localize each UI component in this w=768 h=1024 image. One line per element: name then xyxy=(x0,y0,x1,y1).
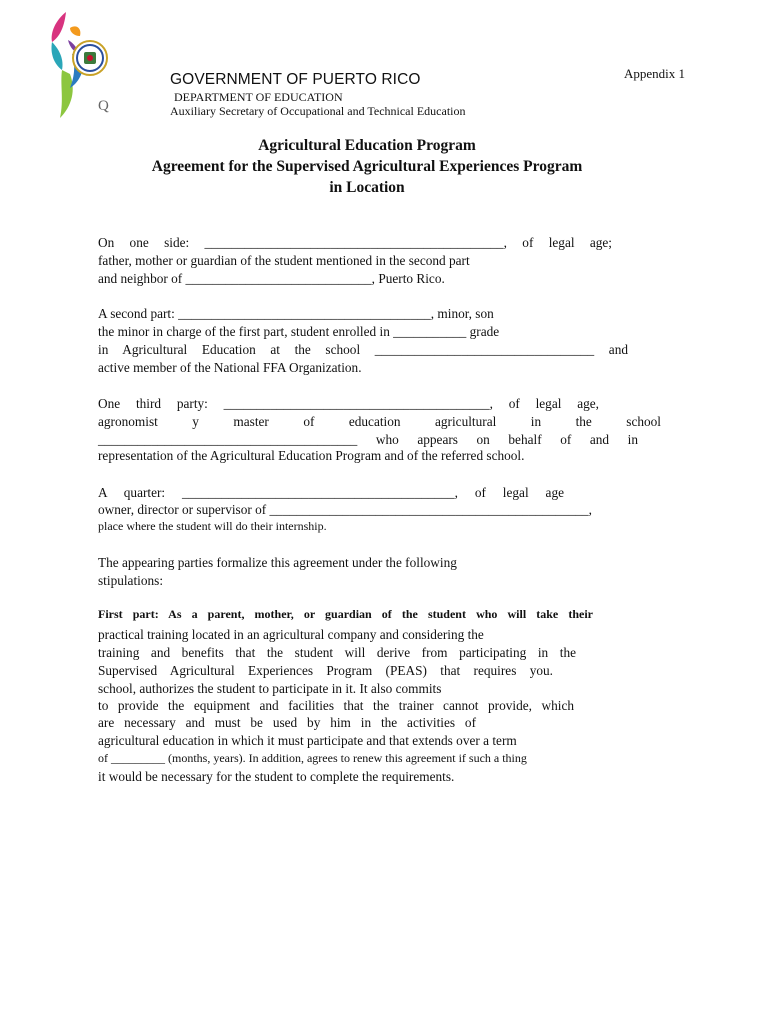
stipulations-intro-line-1: The appearing parties formalize this agreement under the following xyxy=(98,555,457,570)
third-party-line-4: representation of the Agricultural Education Program and of the referred school. xyxy=(98,448,525,463)
department-heading: DEPARTMENT OF EDUCATION xyxy=(174,90,343,104)
first-part-line-9: of _________ (months, years). In addition, agrees to renew this agreement if such a thing xyxy=(98,751,527,765)
first-part-line-1: First part: As a parent, mother, or guardian of the student who will take their xyxy=(98,607,593,621)
third-party-line-3: _______________________________________ who appears on behalf of and in xyxy=(98,432,638,447)
location-title: in Location xyxy=(329,179,405,196)
first-part-line-8: agricultural education in which it must participate and that extends over a term xyxy=(98,733,517,748)
appendix-label: Appendix 1 xyxy=(624,66,686,81)
first-party-line-2: father, mother or guardian of the student mentioned in the second part xyxy=(98,253,470,268)
second-party-line-3: in Agricultural Education at the school _________________________________ and xyxy=(98,342,628,357)
first-part-line-7: are necessary and must be used by him in the activities of xyxy=(98,715,476,730)
second-party-line-1: A second part: ______________________________________, minor, son xyxy=(98,306,494,321)
program-title: Agricultural Education Program xyxy=(258,137,476,154)
stipulations-intro-line-2: stipulations: xyxy=(98,573,164,588)
first-party-line-3: and neighbor of ____________________________, Puerto Rico. xyxy=(98,271,445,286)
first-party-line-1: On one side: _____________________________________________, of legal age; xyxy=(98,235,612,250)
auxiliary-secretary-heading: Auxiliary Secretary of Occupational and Technical Education xyxy=(170,104,466,118)
second-party-line-4: active member of the National FFA Organization. xyxy=(98,360,362,375)
first-part-line-3: training and benefits that the student will derive from participating in the xyxy=(98,645,576,660)
third-party-line-2: agronomist y master of education agricultural in the school xyxy=(98,414,661,429)
third-party-line-1: One third party: ________________________________________, of legal age, xyxy=(98,396,599,411)
first-part-line-10: it would be necessary for the student to complete the requirements. xyxy=(98,769,455,784)
logo-letter: Q xyxy=(98,98,109,114)
fourth-party-line-1: A quarter: _________________________________________, of legal age xyxy=(98,485,564,500)
first-part-line-6: to provide the equipment and facilities that the trainer cannot provide, which xyxy=(98,698,574,713)
agreement-title: Agreement for the Supervised Agricultural Experiences Program xyxy=(151,158,583,175)
first-part-line-2: practical training located in an agricultural company and considering the xyxy=(98,627,484,642)
first-part-line-4: Supervised Agricultural Experiences Program (PEAS) that requires you. xyxy=(98,663,553,678)
fourth-party-line-3: place where the student will do their internship. xyxy=(98,519,327,533)
second-party-line-2: the minor in charge of the first part, student enrolled in ___________ grade xyxy=(98,324,500,339)
fourth-party-line-2: owner, director or supervisor of ________________________________________________, xyxy=(98,502,592,517)
government-heading: GOVERNMENT OF PUERTO RICO xyxy=(170,71,421,88)
first-part-line-5: school, authorizes the student to participate in it. It also commits xyxy=(98,681,442,696)
